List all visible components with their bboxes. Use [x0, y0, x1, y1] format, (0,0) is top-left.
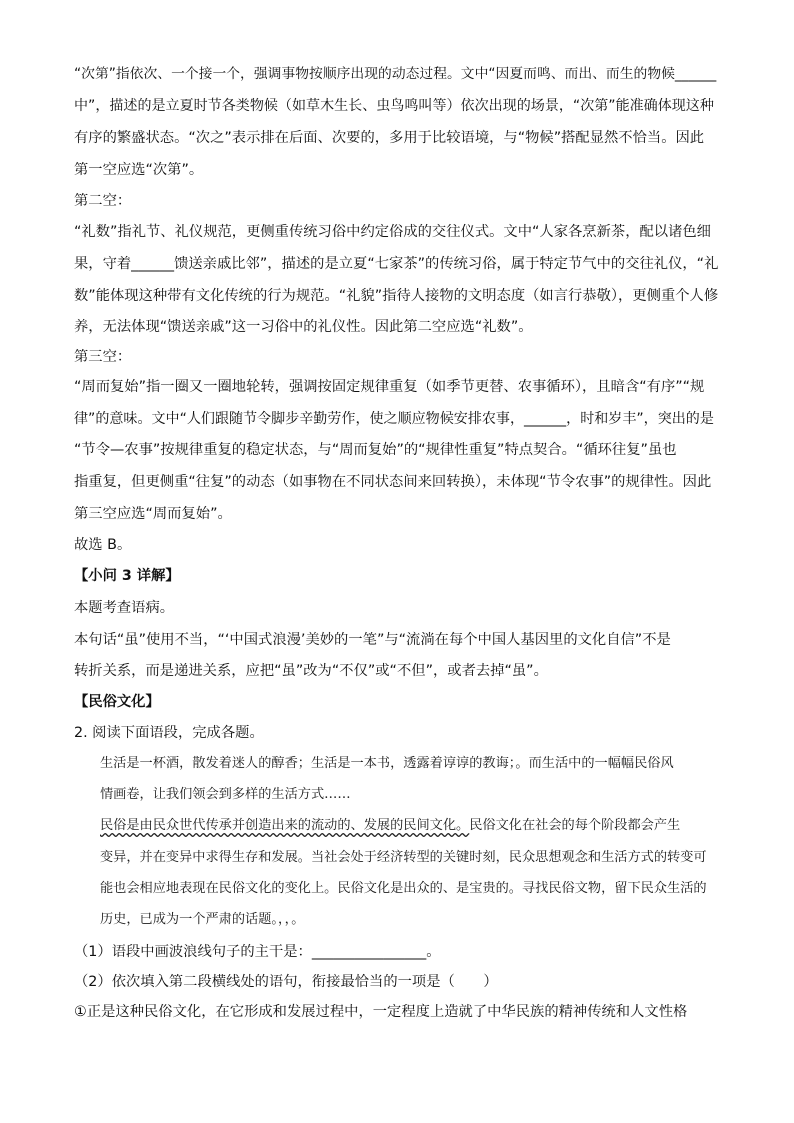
section-heading: 【民俗文化】: [74, 694, 160, 710]
text-line: “次第”指依次、一个接一个，强调事物按顺序出现的动态过程。文中“因夏而鸣、而出、而生的物候______: [74, 66, 717, 82]
text-line: 第三空应选“周而复始”。: [74, 506, 232, 522]
text-line: 指重复，但更侧重“往复”的动态（如事物在不同状态间来回转换），未体现“节令农事”的规律性。因此: [74, 474, 712, 490]
subheading-blank-2: 第二空：: [74, 193, 132, 209]
passage-text: 民俗文化在社会的每个阶段都会产生: [469, 818, 681, 833]
wavy-underlined-sentence: 民俗是由民众世代传承并创造出来的流动的、发展的民间文化。: [100, 818, 470, 833]
passage-line: 变异，并在变异中求得生存和发展。当社会处于经济转型的关键时刻，民众思想观念和生活方式的转变可: [100, 850, 707, 865]
passage-line: [100, 816, 680, 836]
text-line: 中”，描述的是立夏时节各类物候（如草木生长、虫鸟鸣叫等）依次出现的场景，“次第”能准确体现这种: [74, 98, 714, 114]
question-2-prompt: 2. 阅读下面语段，完成各题。: [74, 725, 264, 741]
text-line: 果，守着______馈送亲戚比邻”，描述的是立夏“七家茶”的传统习俗，属于特定节气中的交往礼仪，“礼: [74, 256, 719, 272]
sub-question-1: （1）语段中画波浪线句子的主干是：________________。: [74, 944, 441, 960]
option-line: ①正是这种民俗文化，在它形成和发展过程中，一定程度上造就了中华民族的精神传统和人文性格: [74, 1004, 688, 1020]
text-line: “礼数”指礼节、礼仪规范，更侧重传统习俗中约定俗成的交往仪式。文中“人家各烹新茶，配以诸色细: [74, 224, 711, 240]
text-line: 第一空应选“次第”。: [74, 162, 204, 178]
text-line: “周而复始”指一圈又一圈地轮转，强调按固定规律重复（如季节更替、农事循环），且暗含“有序”“规: [74, 379, 705, 395]
passage-line: 情画卷，让我们领会到多样的生活方式……: [100, 787, 351, 802]
text-line: 有序的繁盛状态。“次之”表示排在后面、次要的，多用于比较语境，与“物候”搭配显然不恰当。因此: [74, 130, 705, 146]
answer-line: 故选 B。: [74, 537, 132, 553]
passage-line: 历史，已成为一个严肃的话题。，，。: [100, 912, 305, 927]
subquestion-3-heading: 【小问 3 详解】: [74, 568, 180, 584]
text-line: 数”能体现这种带有文化传统的行为规范。“礼貌”指待人接物的文明态度（如言行恭敬），更侧重个人修: [74, 288, 719, 304]
text-line: “节令—农事”按规律重复的稳定状态，与“周而复始”的“规律性重复”特点契合。“循环往复”虽也: [74, 442, 677, 458]
text-line: 养，无法体现“馈送亲戚”这一习俗中的礼仪性。因此第二空应选“礼数”。: [74, 319, 533, 335]
subheading-blank-3: 第三空：: [74, 349, 132, 365]
passage-line: 能也会相应地表现在民俗文化的变化上。民俗文化是出众的、是宝贵的。寻找民俗文物，留下民众生活的: [100, 881, 707, 896]
text-line: 本题考查语病。: [74, 600, 175, 616]
passage-line: 生活是一杯酒，散发着迷人的醇香；生活是一本书，透露着谆谆的教诲；。而生活中的一幅幅民俗风: [100, 756, 674, 771]
text-line: 律”的意味。文中“人们跟随节令脚步辛勤劳作，使之顺应物候安排农事，______，时和岁丰”，突出的是: [74, 411, 714, 427]
sub-question-2: （2）依次填入第二段横线处的语句，衔接最恰当的一项是（ ）: [74, 974, 498, 990]
text-line: 本句话“虽”使用不当，“‘中国式浪漫’美妙的一笔”与“流淌在每个中国人基因里的文化自信”不是: [74, 632, 671, 648]
text-line: 转折关系，而是递进关系，应把“虽”改为“不仅”或“不但”，或者去掉“虽”。: [74, 663, 548, 679]
